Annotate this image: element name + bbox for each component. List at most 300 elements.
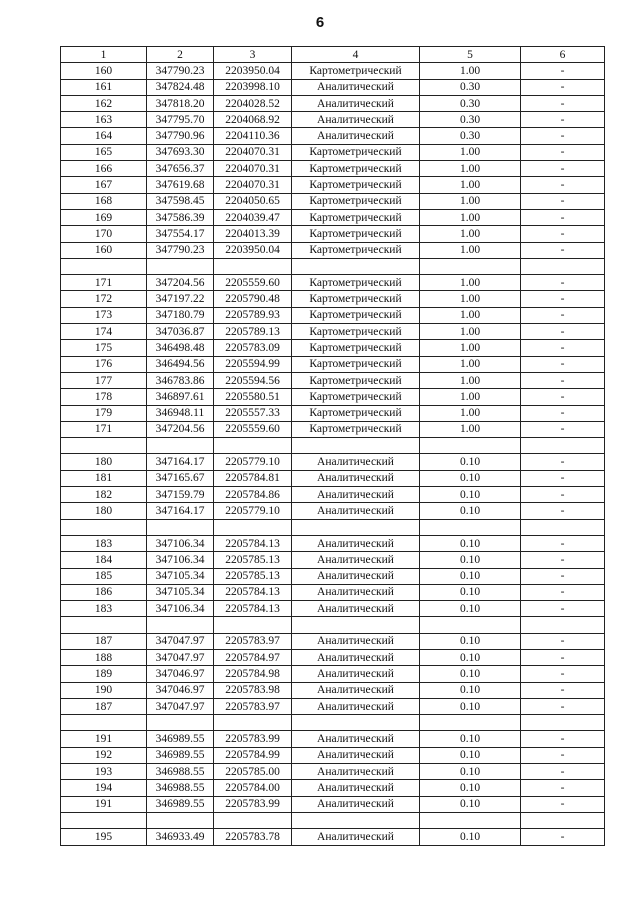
cell-x: 347159.79 xyxy=(147,487,214,503)
cell-accuracy: 0.10 xyxy=(420,698,521,714)
cell-accuracy: 0.10 xyxy=(420,568,521,584)
cell-description: - xyxy=(521,829,605,845)
spacer-row xyxy=(61,258,605,274)
cell-x xyxy=(147,715,214,731)
table-row xyxy=(61,405,605,421)
cell-accuracy: 0.10 xyxy=(420,780,521,796)
cell-accuracy: 0.10 xyxy=(420,552,521,568)
cell-description: - xyxy=(521,324,605,340)
cell-point-number: 187 xyxy=(61,633,147,649)
cell-y: 2205783.97 xyxy=(214,698,292,714)
cell-y: 2205784.97 xyxy=(214,649,292,665)
cell-accuracy: 0.10 xyxy=(420,796,521,812)
cell-description: - xyxy=(521,209,605,225)
cell-point-number: 162 xyxy=(61,95,147,111)
cell-x: 347105.34 xyxy=(147,584,214,600)
column-header-point-number: 1 xyxy=(61,47,147,63)
table-row xyxy=(61,731,605,747)
table-row xyxy=(61,307,605,323)
cell-method: Аналитический xyxy=(292,829,420,845)
cell-accuracy: 1.00 xyxy=(420,421,521,437)
cell-y: 2205783.97 xyxy=(214,633,292,649)
cell-method: Картометрический xyxy=(292,340,420,356)
cell-accuracy: 0.10 xyxy=(420,535,521,551)
cell-method: Аналитический xyxy=(292,568,420,584)
cell-description xyxy=(521,812,605,828)
table-row xyxy=(61,454,605,470)
cell-point-number xyxy=(61,258,147,274)
cell-accuracy: 0.10 xyxy=(420,454,521,470)
table-row xyxy=(61,226,605,242)
column-header-x: 2 xyxy=(147,47,214,63)
cell-description: - xyxy=(521,747,605,763)
cell-method: Картометрический xyxy=(292,291,420,307)
cell-point-number: 167 xyxy=(61,177,147,193)
cell-point-number: 194 xyxy=(61,780,147,796)
cell-description: - xyxy=(521,470,605,486)
cell-method: Аналитический xyxy=(292,796,420,812)
cell-method: Картометрический xyxy=(292,275,420,291)
column-header-y: 3 xyxy=(214,47,292,63)
table-row xyxy=(61,79,605,95)
cell-description: - xyxy=(521,63,605,79)
cell-description: - xyxy=(521,666,605,682)
cell-x: 346988.55 xyxy=(147,764,214,780)
cell-y: 2205594.99 xyxy=(214,356,292,372)
cell-description: - xyxy=(521,454,605,470)
cell-description: - xyxy=(521,633,605,649)
cell-description: - xyxy=(521,764,605,780)
cell-y xyxy=(214,715,292,731)
cell-accuracy: 1.00 xyxy=(420,177,521,193)
table-row xyxy=(61,356,605,372)
cell-point-number: 166 xyxy=(61,161,147,177)
cell-method: Аналитический xyxy=(292,128,420,144)
cell-accuracy: 0.10 xyxy=(420,601,521,617)
spacer-row xyxy=(61,617,605,633)
page-number: 6 xyxy=(315,14,325,31)
cell-x: 347818.20 xyxy=(147,95,214,111)
table-row xyxy=(61,275,605,291)
cell-point-number: 183 xyxy=(61,601,147,617)
cell-y: 2205559.60 xyxy=(214,275,292,291)
cell-x: 347046.97 xyxy=(147,682,214,698)
cell-method xyxy=(292,715,420,731)
cell-x: 347180.79 xyxy=(147,307,214,323)
cell-y: 2205580.51 xyxy=(214,389,292,405)
cell-y: 2204110.36 xyxy=(214,128,292,144)
cell-x: 347204.56 xyxy=(147,275,214,291)
cell-x: 347795.70 xyxy=(147,112,214,128)
cell-point-number: 160 xyxy=(61,242,147,258)
cell-x: 347693.30 xyxy=(147,144,214,160)
spacer-row xyxy=(61,438,605,454)
cell-x xyxy=(147,519,214,535)
cell-description: - xyxy=(521,584,605,600)
cell-y xyxy=(214,812,292,828)
cell-accuracy: 1.00 xyxy=(420,193,521,209)
cell-x: 347164.17 xyxy=(147,503,214,519)
cell-x: 347106.34 xyxy=(147,552,214,568)
cell-y: 2205783.98 xyxy=(214,682,292,698)
cell-accuracy xyxy=(420,715,521,731)
cell-x: 347554.17 xyxy=(147,226,214,242)
cell-method: Картометрический xyxy=(292,421,420,437)
cell-accuracy: 1.00 xyxy=(420,356,521,372)
cell-description: - xyxy=(521,421,605,437)
table-row xyxy=(61,796,605,812)
cell-method: Аналитический xyxy=(292,487,420,503)
cell-description: - xyxy=(521,552,605,568)
cell-accuracy: 1.00 xyxy=(420,372,521,388)
cell-point-number: 164 xyxy=(61,128,147,144)
cell-point-number: 182 xyxy=(61,487,147,503)
cell-point-number: 168 xyxy=(61,193,147,209)
cell-x xyxy=(147,617,214,633)
cell-x: 347656.37 xyxy=(147,161,214,177)
cell-description: - xyxy=(521,356,605,372)
cell-description: - xyxy=(521,226,605,242)
cell-description: - xyxy=(521,161,605,177)
cell-accuracy: 0.10 xyxy=(420,649,521,665)
cell-point-number: 171 xyxy=(61,421,147,437)
table-row xyxy=(61,764,605,780)
table-row xyxy=(61,144,605,160)
table-row xyxy=(61,242,605,258)
cell-y: 2204068.92 xyxy=(214,112,292,128)
cell-y: 2204070.31 xyxy=(214,177,292,193)
cell-point-number: 169 xyxy=(61,209,147,225)
cell-point-number: 172 xyxy=(61,291,147,307)
cell-description xyxy=(521,519,605,535)
cell-method: Картометрический xyxy=(292,177,420,193)
cell-point-number: 174 xyxy=(61,324,147,340)
cell-y xyxy=(214,617,292,633)
cell-x: 346494.56 xyxy=(147,356,214,372)
table-row xyxy=(61,780,605,796)
table-body xyxy=(61,63,605,845)
cell-accuracy: 0.10 xyxy=(420,487,521,503)
cell-description: - xyxy=(521,796,605,812)
cell-accuracy: 0.10 xyxy=(420,747,521,763)
cell-point-number: 195 xyxy=(61,829,147,845)
table-row xyxy=(61,682,605,698)
cell-y: 2205783.78 xyxy=(214,829,292,845)
cell-x: 346948.11 xyxy=(147,405,214,421)
cell-description: - xyxy=(521,340,605,356)
cell-x: 347047.97 xyxy=(147,633,214,649)
cell-point-number: 177 xyxy=(61,372,147,388)
table-row xyxy=(61,95,605,111)
table-row xyxy=(61,698,605,714)
cell-method: Аналитический xyxy=(292,454,420,470)
cell-method: Картометрический xyxy=(292,324,420,340)
table-row xyxy=(61,829,605,845)
cell-y: 2205784.81 xyxy=(214,470,292,486)
cell-accuracy: 0.10 xyxy=(420,584,521,600)
table-row xyxy=(61,552,605,568)
cell-method: Аналитический xyxy=(292,764,420,780)
cell-description: - xyxy=(521,503,605,519)
cell-y: 2204050.65 xyxy=(214,193,292,209)
cell-description: - xyxy=(521,682,605,698)
cell-method: Картометрический xyxy=(292,405,420,421)
cell-y: 2205785.13 xyxy=(214,568,292,584)
table-row xyxy=(61,421,605,437)
cell-point-number: 180 xyxy=(61,454,147,470)
cell-y: 2205790.48 xyxy=(214,291,292,307)
cell-x: 346989.55 xyxy=(147,796,214,812)
cell-description xyxy=(521,258,605,274)
cell-method: Аналитический xyxy=(292,698,420,714)
cell-point-number: 163 xyxy=(61,112,147,128)
cell-x xyxy=(147,438,214,454)
table-row xyxy=(61,324,605,340)
column-header-description: 6 xyxy=(521,47,605,63)
table-header xyxy=(61,47,605,63)
cell-x: 347197.22 xyxy=(147,291,214,307)
cell-point-number xyxy=(61,617,147,633)
cell-y: 2204039.47 xyxy=(214,209,292,225)
cell-y: 2205789.13 xyxy=(214,324,292,340)
cell-x: 347106.34 xyxy=(147,535,214,551)
cell-accuracy xyxy=(420,258,521,274)
cell-x: 347586.39 xyxy=(147,209,214,225)
cell-method: Картометрический xyxy=(292,209,420,225)
cell-method: Картометрический xyxy=(292,193,420,209)
cell-point-number: 161 xyxy=(61,79,147,95)
cell-accuracy: 1.00 xyxy=(420,161,521,177)
cell-method: Аналитический xyxy=(292,95,420,111)
cell-y: 2205783.99 xyxy=(214,731,292,747)
cell-accuracy: 0.30 xyxy=(420,112,521,128)
table-row xyxy=(61,584,605,600)
cell-y: 2205783.99 xyxy=(214,796,292,812)
cell-point-number: 193 xyxy=(61,764,147,780)
cell-point-number: 192 xyxy=(61,747,147,763)
cell-y: 2205779.10 xyxy=(214,503,292,519)
cell-accuracy: 0.10 xyxy=(420,470,521,486)
cell-point-number: 179 xyxy=(61,405,147,421)
cell-accuracy: 1.00 xyxy=(420,144,521,160)
cell-x: 346783.86 xyxy=(147,372,214,388)
cell-method: Картометрический xyxy=(292,307,420,323)
cell-x: 346989.55 xyxy=(147,747,214,763)
cell-accuracy: 1.00 xyxy=(420,324,521,340)
cell-description: - xyxy=(521,372,605,388)
cell-method: Картометрический xyxy=(292,372,420,388)
column-header-accuracy: 5 xyxy=(420,47,521,63)
table-row xyxy=(61,601,605,617)
table-row xyxy=(61,177,605,193)
cell-x: 347106.34 xyxy=(147,601,214,617)
cell-point-number: 180 xyxy=(61,503,147,519)
cell-accuracy: 1.00 xyxy=(420,405,521,421)
cell-description: - xyxy=(521,389,605,405)
cell-accuracy: 0.30 xyxy=(420,128,521,144)
table-row xyxy=(61,633,605,649)
cell-method: Картометрический xyxy=(292,63,420,79)
cell-description xyxy=(521,438,605,454)
cell-method: Аналитический xyxy=(292,633,420,649)
cell-accuracy: 1.00 xyxy=(420,63,521,79)
cell-method: Картометрический xyxy=(292,161,420,177)
table-row xyxy=(61,568,605,584)
cell-x: 347204.56 xyxy=(147,421,214,437)
cell-point-number: 176 xyxy=(61,356,147,372)
table-row xyxy=(61,209,605,225)
cell-description: - xyxy=(521,487,605,503)
cell-x: 346988.55 xyxy=(147,780,214,796)
table-row xyxy=(61,389,605,405)
cell-method: Аналитический xyxy=(292,79,420,95)
cell-y: 2205789.93 xyxy=(214,307,292,323)
cell-accuracy: 1.00 xyxy=(420,291,521,307)
cell-y: 2204070.31 xyxy=(214,144,292,160)
table-row xyxy=(61,340,605,356)
cell-x: 347036.87 xyxy=(147,324,214,340)
cell-y: 2205784.86 xyxy=(214,487,292,503)
cell-y: 2205784.99 xyxy=(214,747,292,763)
cell-x: 347105.34 xyxy=(147,568,214,584)
cell-method: Аналитический xyxy=(292,535,420,551)
cell-method: Аналитический xyxy=(292,649,420,665)
cell-method: Картометрический xyxy=(292,144,420,160)
cell-method: Аналитический xyxy=(292,666,420,682)
cell-accuracy: 1.00 xyxy=(420,209,521,225)
table-row xyxy=(61,487,605,503)
table-row xyxy=(61,161,605,177)
cell-point-number: 181 xyxy=(61,470,147,486)
cell-accuracy: 0.10 xyxy=(420,764,521,780)
table-row xyxy=(61,470,605,486)
cell-accuracy xyxy=(420,617,521,633)
cell-y: 2204028.52 xyxy=(214,95,292,111)
cell-y: 2205559.60 xyxy=(214,421,292,437)
cell-y xyxy=(214,438,292,454)
cell-description: - xyxy=(521,601,605,617)
cell-description: - xyxy=(521,535,605,551)
table-row xyxy=(61,193,605,209)
cell-x: 347047.97 xyxy=(147,698,214,714)
cell-accuracy xyxy=(420,812,521,828)
cell-point-number: 189 xyxy=(61,666,147,682)
cell-description xyxy=(521,715,605,731)
cell-y: 2205785.13 xyxy=(214,552,292,568)
cell-method: Аналитический xyxy=(292,731,420,747)
cell-method: Аналитический xyxy=(292,584,420,600)
cell-description: - xyxy=(521,79,605,95)
cell-y: 2205784.13 xyxy=(214,535,292,551)
cell-method: Аналитический xyxy=(292,552,420,568)
cell-point-number: 186 xyxy=(61,584,147,600)
column-header-method: 4 xyxy=(292,47,420,63)
cell-y: 2204013.39 xyxy=(214,226,292,242)
cell-method: Аналитический xyxy=(292,601,420,617)
table-row xyxy=(61,649,605,665)
cell-method: Аналитический xyxy=(292,747,420,763)
spacer-row xyxy=(61,519,605,535)
header-row xyxy=(61,47,605,63)
cell-point-number: 184 xyxy=(61,552,147,568)
cell-point-number xyxy=(61,519,147,535)
cell-description: - xyxy=(521,144,605,160)
cell-method: Аналитический xyxy=(292,470,420,486)
cell-point-number: 175 xyxy=(61,340,147,356)
cell-point-number: 191 xyxy=(61,731,147,747)
cell-x: 346498.48 xyxy=(147,340,214,356)
cell-point-number: 173 xyxy=(61,307,147,323)
cell-point-number: 191 xyxy=(61,796,147,812)
cell-description: - xyxy=(521,275,605,291)
cell-point-number: 171 xyxy=(61,275,147,291)
spacer-row xyxy=(61,812,605,828)
cell-method xyxy=(292,258,420,274)
table-row xyxy=(61,535,605,551)
cell-y: 2203950.04 xyxy=(214,63,292,79)
coordinates-table xyxy=(60,46,605,846)
cell-y xyxy=(214,258,292,274)
cell-x: 346989.55 xyxy=(147,731,214,747)
cell-y: 2205784.00 xyxy=(214,780,292,796)
cell-point-number: 170 xyxy=(61,226,147,242)
cell-accuracy: 0.10 xyxy=(420,682,521,698)
cell-point-number xyxy=(61,812,147,828)
cell-accuracy: 1.00 xyxy=(420,389,521,405)
cell-accuracy: 0.30 xyxy=(420,95,521,111)
cell-description: - xyxy=(521,649,605,665)
cell-y: 2205785.00 xyxy=(214,764,292,780)
table-row xyxy=(61,372,605,388)
cell-x xyxy=(147,258,214,274)
cell-x: 347046.97 xyxy=(147,666,214,682)
cell-description: - xyxy=(521,568,605,584)
cell-description: - xyxy=(521,95,605,111)
table-row xyxy=(61,291,605,307)
cell-accuracy: 0.10 xyxy=(420,829,521,845)
cell-accuracy: 0.10 xyxy=(420,731,521,747)
cell-description: - xyxy=(521,112,605,128)
cell-method: Аналитический xyxy=(292,780,420,796)
cell-description: - xyxy=(521,242,605,258)
cell-y: 2205557.33 xyxy=(214,405,292,421)
cell-accuracy: 0.10 xyxy=(420,633,521,649)
cell-y: 2203950.04 xyxy=(214,242,292,258)
cell-description: - xyxy=(521,193,605,209)
cell-accuracy: 0.30 xyxy=(420,79,521,95)
cell-point-number: 183 xyxy=(61,535,147,551)
cell-method: Картометрический xyxy=(292,226,420,242)
cell-accuracy: 1.00 xyxy=(420,275,521,291)
cell-accuracy: 1.00 xyxy=(420,307,521,323)
cell-x: 347047.97 xyxy=(147,649,214,665)
cell-description: - xyxy=(521,291,605,307)
cell-point-number: 178 xyxy=(61,389,147,405)
cell-accuracy xyxy=(420,519,521,535)
table-row xyxy=(61,666,605,682)
cell-x: 346897.61 xyxy=(147,389,214,405)
cell-method: Картометрический xyxy=(292,242,420,258)
cell-point-number: 165 xyxy=(61,144,147,160)
cell-point-number: 185 xyxy=(61,568,147,584)
cell-method: Картометрический xyxy=(292,356,420,372)
cell-y: 2204070.31 xyxy=(214,161,292,177)
cell-description: - xyxy=(521,698,605,714)
cell-point-number: 187 xyxy=(61,698,147,714)
cell-x xyxy=(147,812,214,828)
table-row xyxy=(61,503,605,519)
cell-x: 347790.23 xyxy=(147,242,214,258)
